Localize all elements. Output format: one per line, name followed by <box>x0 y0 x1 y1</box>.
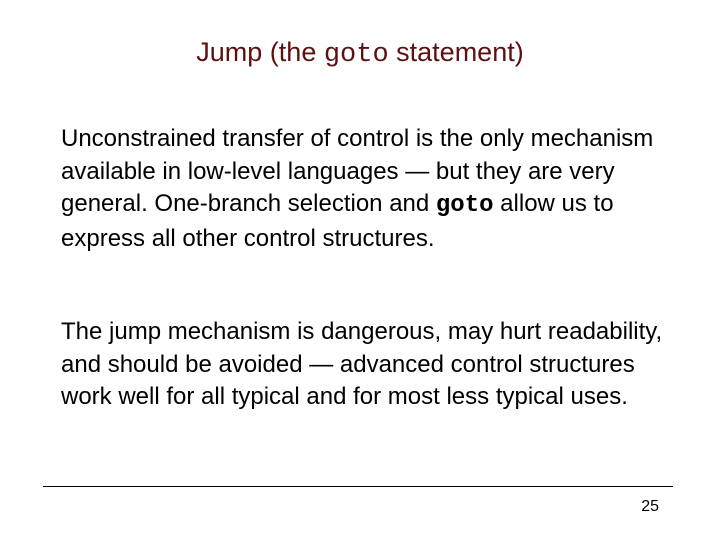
paragraph-1-text-after: allow us to express all other control structures. <box>61 190 614 252</box>
page-number: 25 <box>641 498 659 515</box>
paragraph-1-code-keyword: goto <box>435 192 494 219</box>
paragraph-jump-dangerous: The jump mechanism is dangerous, may hurt readability, and should be avoided — advanced control structures work well for all typical and for most less typical uses. <box>61 318 663 410</box>
footer-divider <box>43 486 673 487</box>
title-code-keyword: goto <box>323 40 389 70</box>
paragraph-unconstrained-transfer <box>61 123 681 255</box>
slide-title <box>0 32 720 75</box>
title-suffix: statement) <box>388 37 524 67</box>
title-prefix: Jump (the <box>196 37 324 67</box>
paragraph-1-text-before: Unconstrained transfer of control is the only mechanism available in low-level languages — but they are very general. One-branch selection and <box>61 125 654 217</box>
